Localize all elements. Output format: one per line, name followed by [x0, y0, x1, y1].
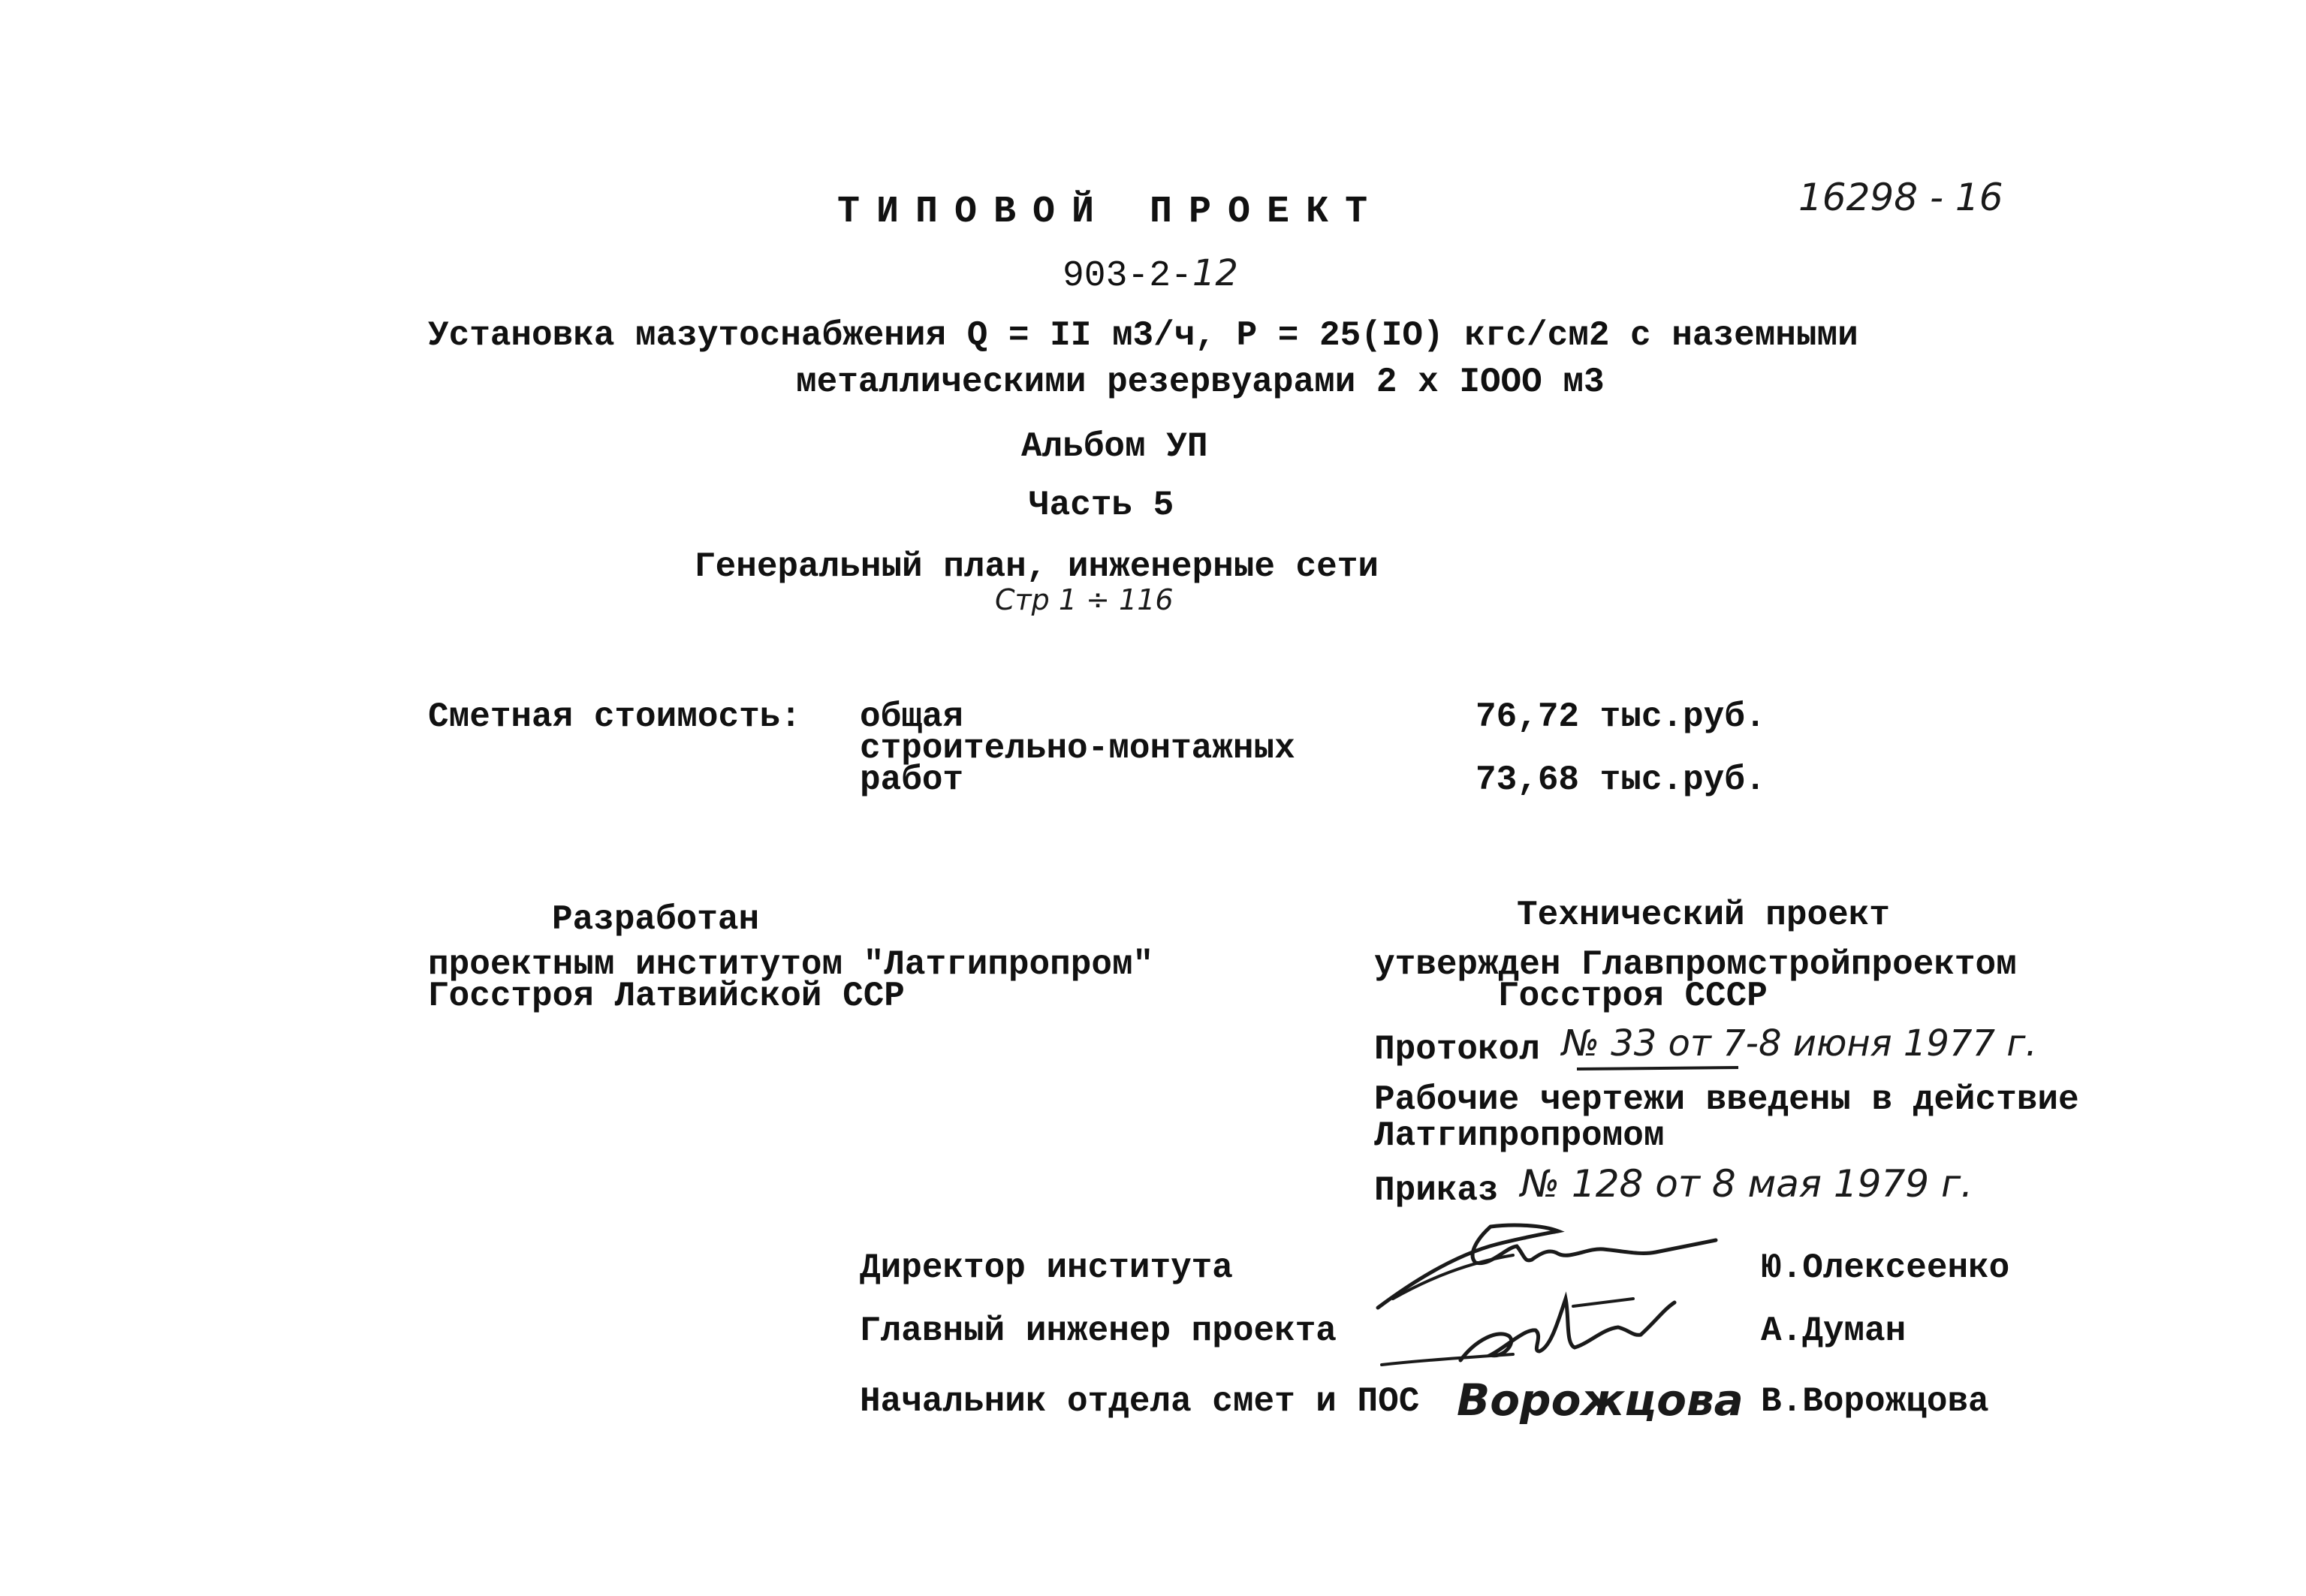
- cost-total-label: общая: [860, 697, 964, 736]
- album-label: Альбом УП: [1021, 427, 1208, 466]
- signature-name-chief-engineer: А.Думан: [1761, 1311, 1907, 1351]
- section-title: Генеральный план, инженерные сети: [695, 547, 1379, 586]
- order-handwritten: № 128 от 8 мая 1979 г.: [1521, 1162, 1973, 1206]
- part-label: Часть 5: [1029, 486, 1174, 525]
- signature-role-estimates-head: Начальник отдела смет и ПОС: [860, 1382, 1420, 1421]
- signature-role-director: Директор института: [860, 1248, 1233, 1287]
- estimates-head-signature: Ворожцова: [1457, 1375, 1744, 1426]
- subject-line-2: металлическими резервуарами 2 х IOOO м3: [796, 363, 1605, 402]
- approval-line-2: утвержден Главпромстройпроектом: [1374, 945, 2017, 984]
- working-drawings-line-2: Латгипропромом: [1374, 1116, 1665, 1155]
- approval-line-1: Технический проект: [1517, 896, 1890, 935]
- developer-line-1: Разработан: [552, 900, 760, 939]
- project-number: [1063, 252, 1238, 297]
- document-title: ТИПОВОЙ ПРОЕКТ: [837, 191, 1385, 233]
- protocol-underline: [1577, 1063, 1742, 1078]
- developer-line-3: Госстроя Латвийской ССР: [428, 977, 905, 1016]
- protocol-handwritten: № 33 от 7-8 июня 1977 г.: [1562, 1022, 2037, 1065]
- signature-role-chief-engineer: Главный инженер проекта: [860, 1311, 1337, 1351]
- signature-name-estimates-head: В.Ворожцова: [1761, 1382, 1989, 1421]
- approval-line-3: Госстроя СССР: [1498, 977, 1768, 1016]
- working-drawings-line-1: Рабочие чертежи введены в действие: [1374, 1080, 2079, 1119]
- project-number-handwritten: 12: [1192, 252, 1238, 294]
- developer-line-2: проектным институтом "Латгипропром": [428, 945, 1154, 984]
- project-number-printed: 903-2-: [1063, 256, 1192, 297]
- order-label: Приказ: [1374, 1171, 1499, 1210]
- cost-construction-label-2: работ: [860, 760, 964, 800]
- cost-label: Сметная стоимость:: [428, 697, 801, 736]
- signature-name-director: Ю.Олексеенко: [1761, 1248, 2010, 1287]
- handwritten-page-range: Стр 1 ÷ 116: [995, 583, 1174, 616]
- cost-construction-value: 73,68 тыс.руб.: [1476, 760, 1766, 800]
- cost-construction-label-1: строительно-монтажных: [860, 729, 1295, 768]
- cost-total-value: 76,72 тыс.руб.: [1476, 697, 1766, 736]
- protocol-label: Протокол: [1374, 1030, 1540, 1069]
- handwritten-document-number: 16298 - 16: [1798, 176, 2003, 219]
- chief-engineer-signature-scribble: [1378, 1276, 1693, 1374]
- subject-line-1: Установка мазутоснабжения Q = II м3/ч, P = 25(IO) кгс/см2 с наземными: [428, 316, 1858, 355]
